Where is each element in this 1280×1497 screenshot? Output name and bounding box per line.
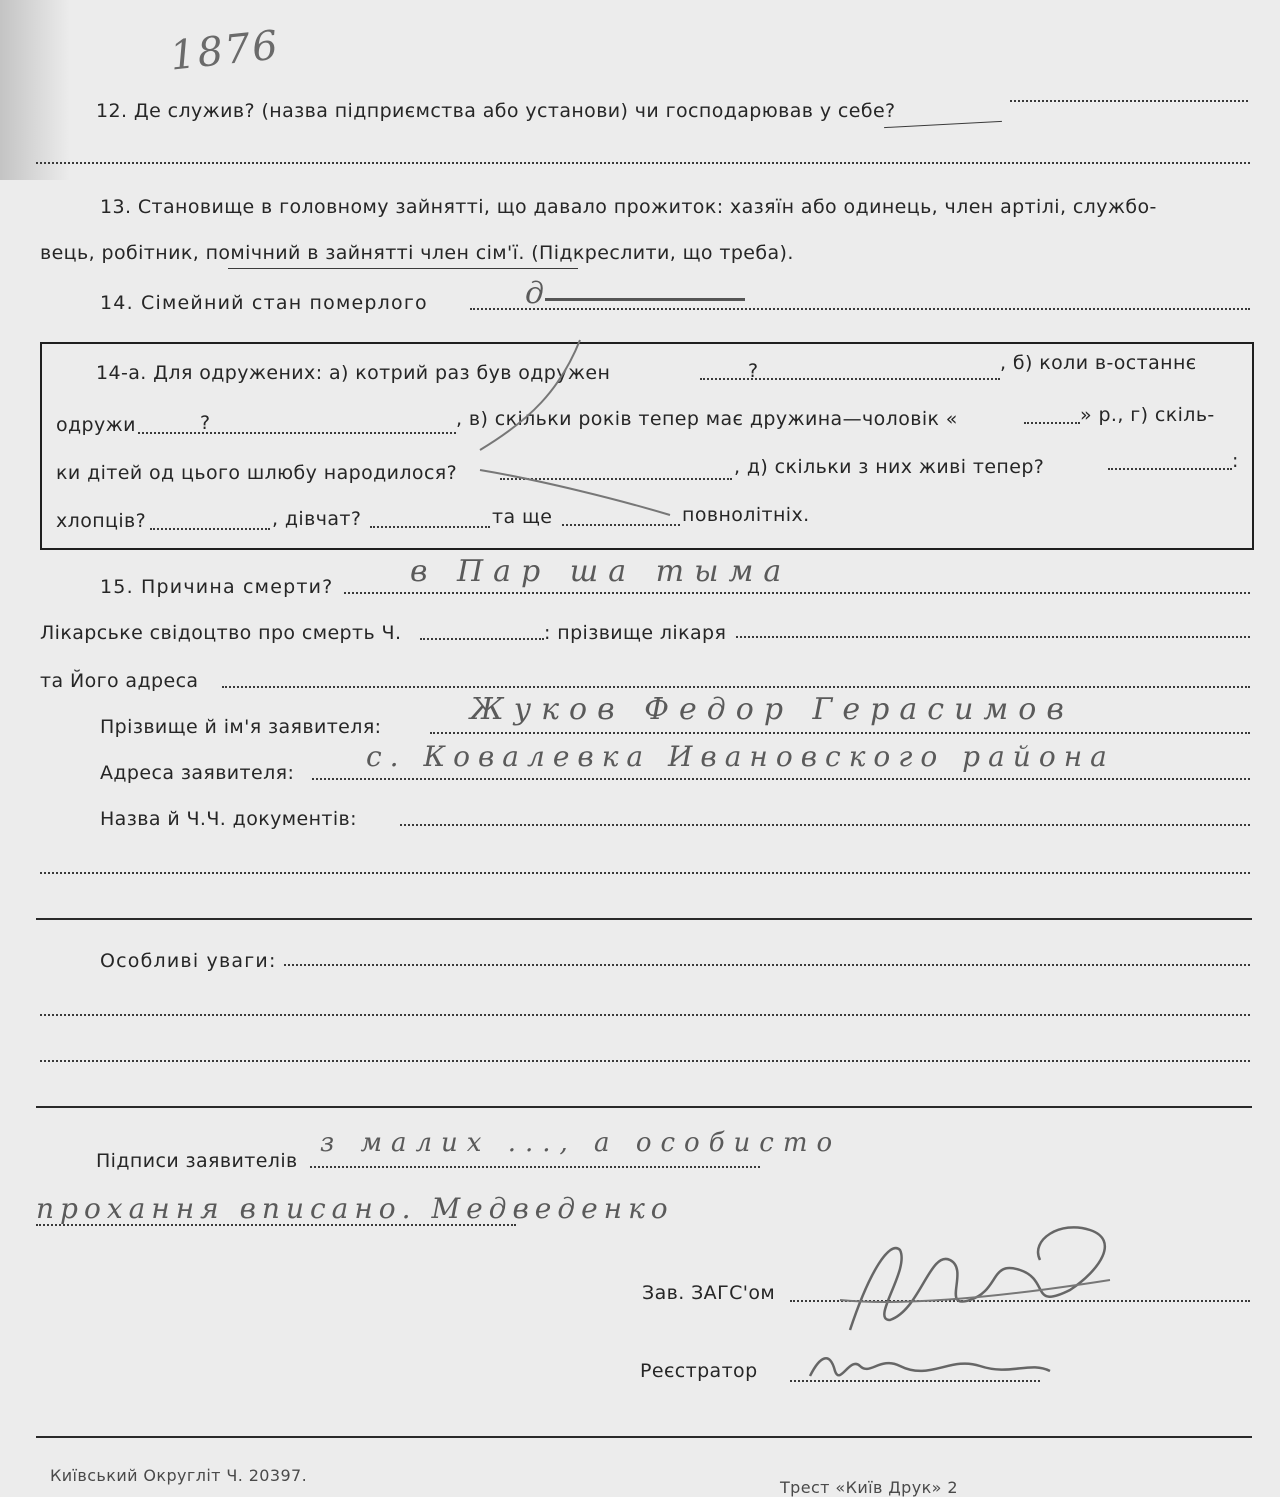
footer-printer-left: Київський Округліт Ч. 20397. xyxy=(50,1466,308,1485)
signatures-line-2[interactable] xyxy=(36,1224,516,1226)
notes-label: Особливі уваги: xyxy=(100,950,277,972)
doctor-address-line[interactable] xyxy=(222,686,1250,688)
q14a-girls-line[interactable] xyxy=(370,526,490,528)
question-14a-line-2a: одружи xyxy=(56,414,136,436)
zags-head-label: Зав. ЗАГС'ом xyxy=(642,1282,776,1304)
question-13-line-1: 13. Становище в головному зайнятті, що давало прожиток: хазяїн або одинець, член артілі, службо- xyxy=(100,196,1157,218)
medical-certificate-number-line[interactable] xyxy=(420,638,544,640)
doctor-name-line[interactable] xyxy=(736,636,1250,638)
question-14: 14. Сімейний стан померлого xyxy=(100,292,428,314)
question-14a-line-4a: хлопців? xyxy=(56,510,147,532)
q14a-last-married-line[interactable] xyxy=(138,432,456,434)
signatures-line[interactable] xyxy=(310,1166,760,1168)
registrar-label: Реєстратор xyxy=(640,1360,758,1382)
section-divider-1 xyxy=(36,918,1252,920)
notes-line-3[interactable] xyxy=(40,1060,1250,1062)
q12-answer-line[interactable] xyxy=(1010,100,1248,102)
notes-line-1[interactable] xyxy=(284,964,1250,966)
documents-line-2[interactable] xyxy=(40,872,1250,874)
q15-answer-line[interactable] xyxy=(344,592,1250,594)
q12-answer-line-2[interactable] xyxy=(36,162,1250,164)
medical-certificate-label: Лікарське свідоцтво про смерть Ч. xyxy=(40,622,402,644)
doctor-name-label: : прізвище лікаря xyxy=(544,622,727,644)
handwritten-death-cause: в Пар ша тыма xyxy=(410,554,792,589)
q14a-adults-line[interactable] xyxy=(562,524,680,526)
q14a-colon: : xyxy=(1232,450,1239,472)
handwritten-signatures-line-2: прохання вписано. Медведенко xyxy=(36,1192,674,1225)
underline-pomichnyi xyxy=(228,268,578,269)
question-14a-line-3b: , д) скільки з них живі тепер? xyxy=(734,456,1045,478)
applicant-name-label: Прізвище й ім'я заявителя: xyxy=(100,716,382,738)
q14a-times-married-line[interactable] xyxy=(700,378,1000,380)
question-14a-line-4b: , дівчат? xyxy=(272,508,362,530)
handwritten-form-number: 1876 xyxy=(167,22,282,80)
pencil-diagonal-mark xyxy=(420,330,680,520)
documents-label: Назва й Ч.Ч. документів: xyxy=(100,808,357,830)
footer-printer-right: Трест «Київ Друк» 2 xyxy=(780,1478,958,1497)
applicant-address-line[interactable] xyxy=(312,778,1250,780)
question-13-line-2: вець, робітник, помічний в зайнятті член сім'ї. (Підкреслити, що треба). xyxy=(40,242,794,264)
q14a-children-alive-line[interactable] xyxy=(1108,468,1232,470)
zags-head-signature xyxy=(830,1210,1130,1350)
underline-u-sebe xyxy=(884,121,1002,128)
question-14a-line-2b: , в) скільки років тепер має дружина—чоловік « xyxy=(456,408,958,430)
documents-line[interactable] xyxy=(400,824,1250,826)
doctor-address-label: та Його адреса xyxy=(40,670,199,692)
notes-line-2[interactable] xyxy=(40,1014,1250,1016)
q14a-question-mark-2: ? xyxy=(200,412,211,434)
question-14a-line-1: 14-а. Для одружених: а) котрий раз був одружен xyxy=(96,362,611,384)
question-14a-line-4d: повнолітніх. xyxy=(682,504,810,526)
handwritten-applicant-address: с. Ковалевка Ивановского района xyxy=(366,740,1115,773)
signatures-label: Підписи заявителів xyxy=(96,1150,298,1172)
question-12: 12. Де служив? (назва підприємства або установи) чи господарював у себе? xyxy=(96,100,896,122)
handwritten-signatures-line-1: з малих ..., а особисто xyxy=(320,1128,842,1158)
applicant-address-label: Адреса заявителя: xyxy=(100,762,295,784)
q14-answer-line[interactable] xyxy=(470,308,1250,310)
handwritten-applicant-name: Жуков Федор Герасимов xyxy=(470,692,1074,727)
marital-status-strike xyxy=(545,298,745,301)
q14a-boys-line[interactable] xyxy=(150,528,270,530)
q14a-question-mark-1: ? xyxy=(748,360,759,382)
section-divider-2 xyxy=(36,1106,1252,1108)
footer-divider xyxy=(36,1436,1252,1438)
q14a-spouse-age-line[interactable] xyxy=(1024,422,1080,424)
registrar-signature xyxy=(800,1336,1060,1396)
page-shadow xyxy=(0,0,70,180)
question-15: 15. Причина смерти? xyxy=(100,576,334,598)
question-14a-line-4c: та ще xyxy=(492,506,553,528)
question-14a-line-3a: ки дітей од цього шлюбу народилося? xyxy=(56,462,458,484)
handwritten-marital-status: д xyxy=(525,276,555,311)
applicant-name-line[interactable] xyxy=(430,732,1250,734)
question-14a-line-2c: » р., г) скіль- xyxy=(1080,404,1215,426)
question-14a-line-1b: , б) коли в-останнє xyxy=(1000,352,1197,374)
